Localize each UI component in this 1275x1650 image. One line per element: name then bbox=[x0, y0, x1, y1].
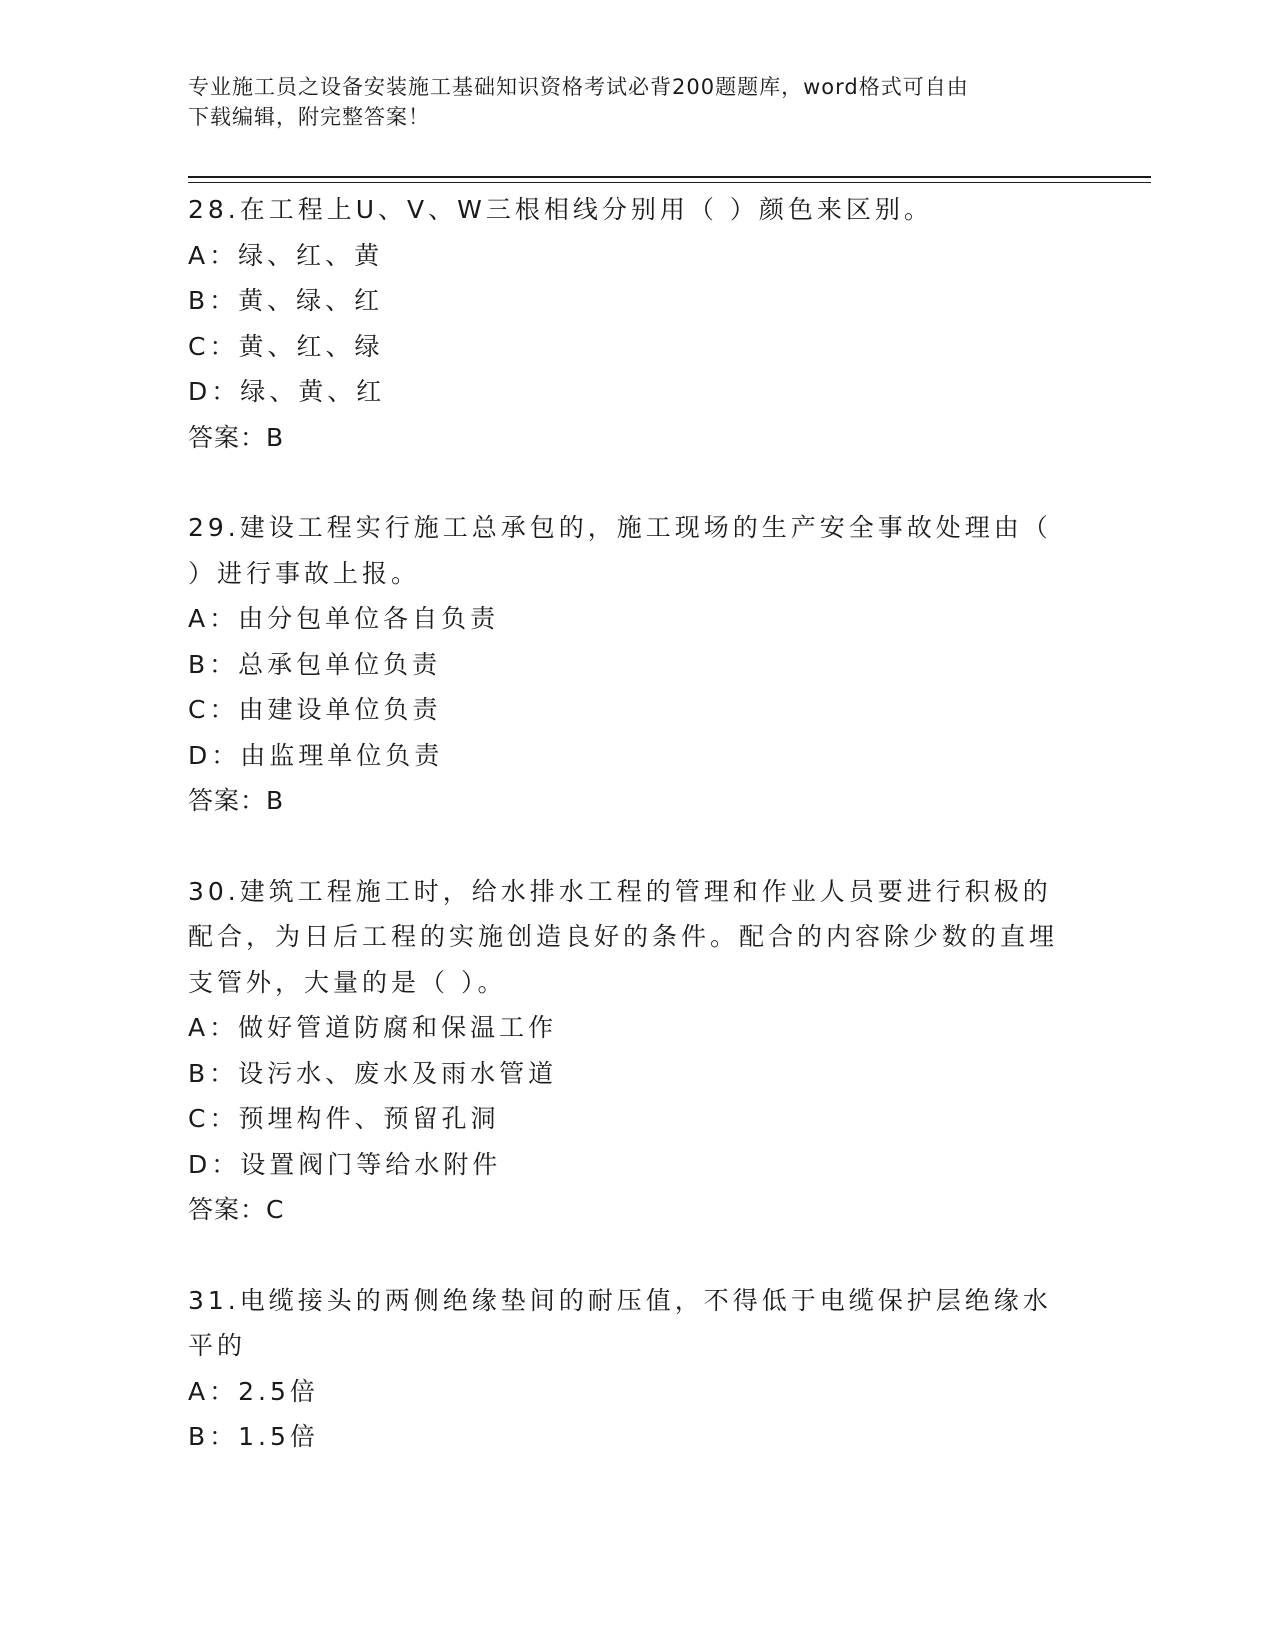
option-a: A：2.5倍 bbox=[188, 1376, 319, 1406]
option-b: B：总承包单位负责 bbox=[188, 649, 442, 679]
header-divider-thin bbox=[188, 182, 1151, 183]
option-c: C：预埋构件、预留孔洞 bbox=[188, 1104, 500, 1133]
question-text: 30.建筑工程施工时，给水排水工程的管理和作业人员要进行积极的配合，为日后工程的实施创造良好的条件。配合的内容除少数的直埋支管外，大量的是（ ）。 bbox=[188, 876, 1059, 997]
option-c: C：黄、红、绿 bbox=[188, 331, 384, 361]
answer: 答案：B bbox=[188, 422, 285, 452]
option-b: B：黄、绿、红 bbox=[188, 286, 384, 315]
option-b: B：设污水、废水及雨水管道 bbox=[188, 1058, 558, 1088]
header-title-line-1: 专业施工员之设备安装施工基础知识资格考试必背200题题库，word格式可自由 bbox=[188, 75, 969, 99]
question-text: 28.在工程上U、V、W三根相线分别用（ ）颜色来区别。 bbox=[188, 195, 933, 224]
option-a: A：做好管道防腐和保温工作 bbox=[188, 1013, 558, 1042]
option-d: D：绿、黄、红 bbox=[188, 377, 386, 406]
question-text: 29.建设工程实行施工总承包的，施工现场的生产安全事故处理由（ ）进行事故上报。 bbox=[188, 513, 1052, 588]
answer: 答案：C bbox=[188, 1195, 285, 1224]
option-b: B：1.5倍 bbox=[188, 1422, 319, 1451]
option-a: A：由分包单位各自负责 bbox=[188, 604, 500, 633]
question-30 bbox=[188, 869, 1078, 1233]
question-31 bbox=[188, 1278, 1078, 1460]
question-28 bbox=[188, 187, 1078, 460]
question-text: 31.电缆接头的两侧绝缘垫间的耐压值，不得低于电缆保护层绝缘水平的 bbox=[188, 1285, 1052, 1360]
question-list bbox=[188, 187, 1078, 1505]
header-title-line-2: 下载编辑，附完整答案！ bbox=[188, 105, 430, 129]
header-divider-thick bbox=[188, 176, 1151, 178]
option-c: C：由建设单位负责 bbox=[188, 695, 442, 724]
option-d: D：由监理单位负责 bbox=[188, 740, 444, 770]
document-header bbox=[188, 72, 1068, 132]
answer: 答案：B bbox=[188, 786, 285, 815]
question-29 bbox=[188, 505, 1078, 824]
option-a: A：绿、红、黄 bbox=[188, 240, 384, 270]
option-d: D：设置阀门等给水附件 bbox=[188, 1149, 502, 1179]
